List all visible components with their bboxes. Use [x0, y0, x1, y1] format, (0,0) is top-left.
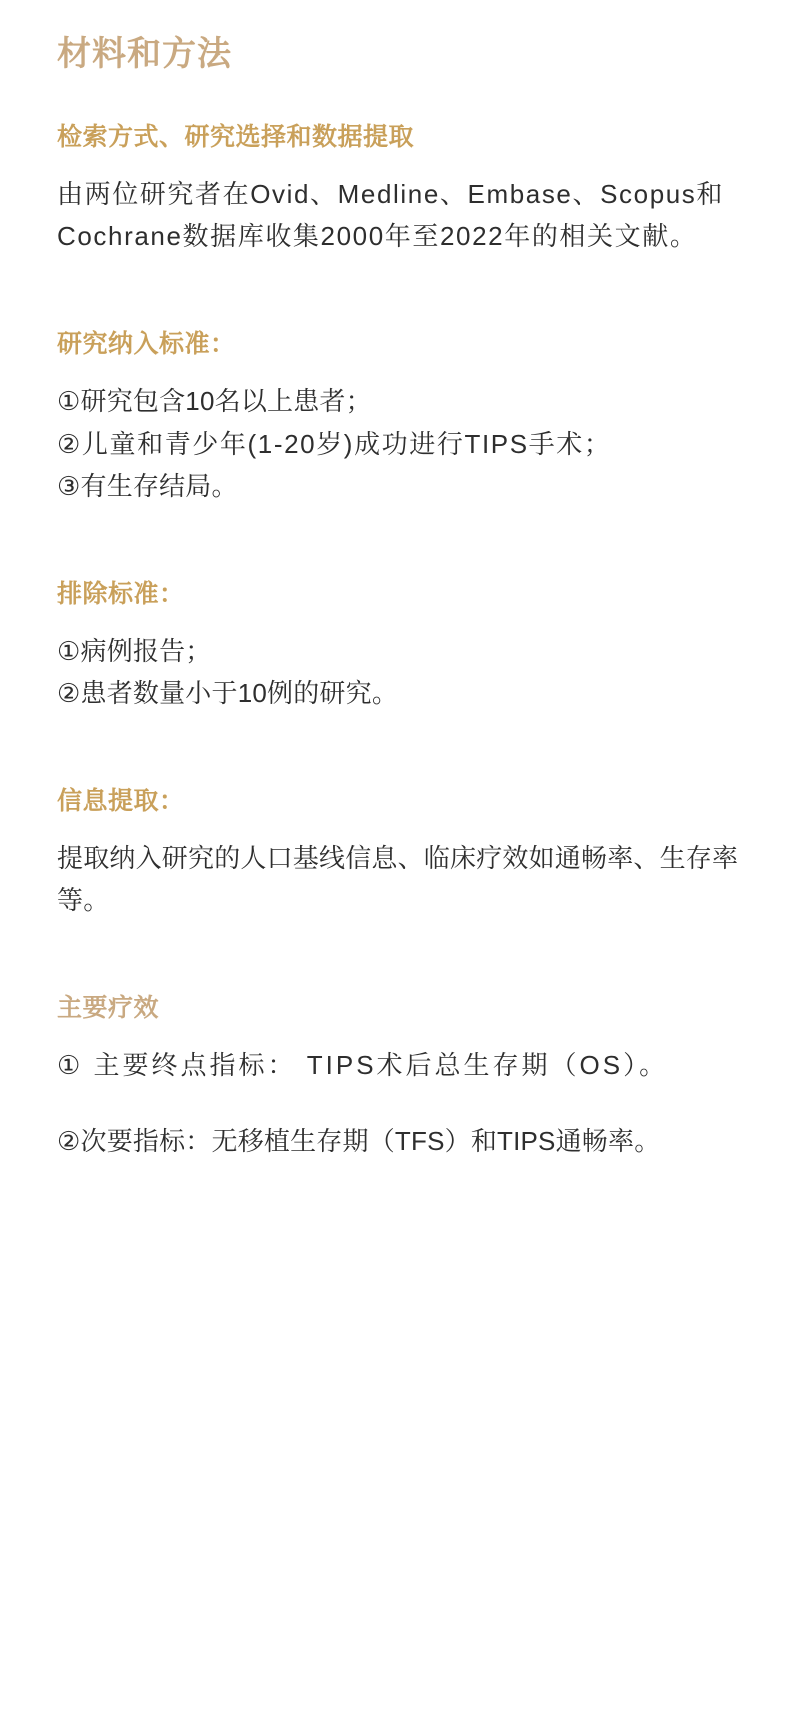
- spacer: [57, 1086, 743, 1120]
- section-search-method: [57, 120, 743, 257]
- spacer: [57, 362, 743, 380]
- section-heading: 研究纳入标准：: [57, 330, 236, 359]
- section-paragraph: ③有生存结局。: [57, 470, 238, 501]
- spacer: [57, 921, 743, 991]
- section-primary-efficacy: [57, 991, 743, 1162]
- section-paragraph: 由两位研究者在Ovid、Medline、Embase、Scopus和Cochrane数据库收集2000年至2022年的相关文献。: [57, 179, 725, 252]
- section-paragraph: ②次要指标：无移植生存期（TFS）和TIPS通畅率。: [57, 1126, 661, 1157]
- section-paragraph: ① 主要终点指标： TIPS术后总生存期（OS）。: [57, 1050, 669, 1081]
- spacer: [57, 612, 743, 630]
- spacer: [57, 257, 743, 327]
- section-paragraph: 提取纳入研究的人口基线信息、临床疗效如通畅率、生存率等。: [57, 842, 739, 916]
- section-paragraph: ①研究包含10名以上患者；: [57, 386, 372, 417]
- section-heading: 信息提取：: [57, 786, 185, 815]
- section-heading: 排除标准：: [57, 579, 185, 608]
- section-heading: 主要疗效: [57, 994, 160, 1023]
- spacer: [57, 76, 743, 120]
- section-inclusion-criteria: [57, 327, 743, 506]
- spacer: [57, 819, 743, 837]
- section-paragraph: ①病例报告；: [57, 635, 212, 666]
- section-paragraph: ②患者数量小于10例的研究。: [57, 677, 399, 708]
- spacer: [57, 714, 743, 784]
- spacer: [57, 1026, 743, 1044]
- page-title: 材料和方法: [57, 35, 232, 73]
- spacer: [57, 155, 743, 173]
- section-heading: 检索方式、研究选择和数据提取: [57, 123, 415, 152]
- spacer: [57, 1162, 743, 1218]
- spacer: [57, 507, 743, 577]
- section-exclusion-criteria: [57, 577, 743, 714]
- section-information-extraction: [57, 784, 743, 921]
- section-paragraph: ②儿童和青少年(1-20岁)成功进行TIPS手术；: [57, 428, 612, 459]
